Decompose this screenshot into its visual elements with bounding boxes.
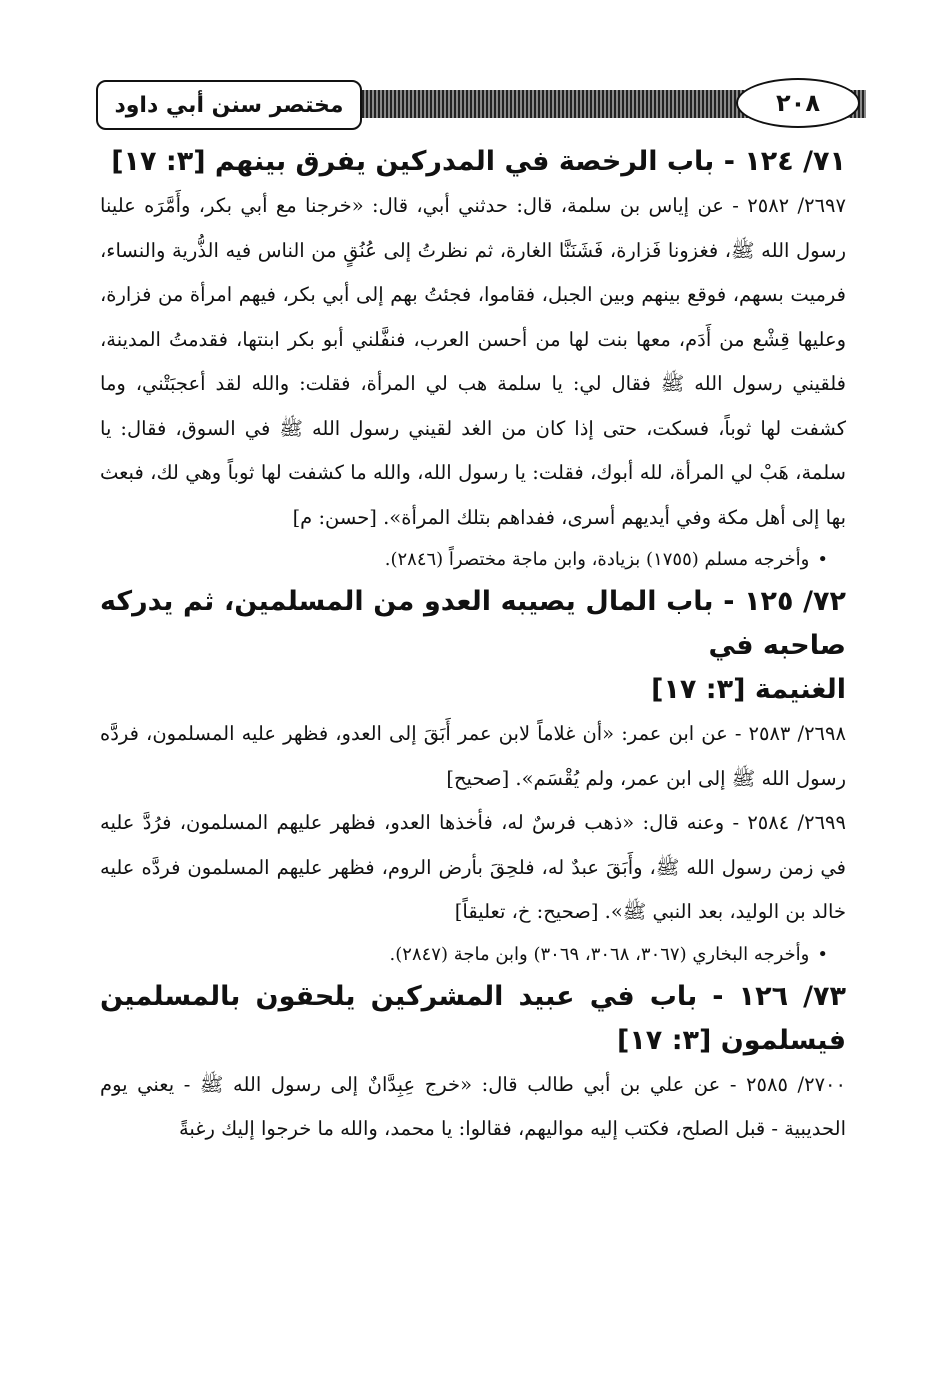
book-title: مختصر سنن أبي داود bbox=[114, 92, 344, 118]
page-number: ٢٠٨ bbox=[776, 89, 820, 117]
page-header bbox=[96, 78, 866, 132]
section-heading: ٧٣/ ١٢٦ - باب في عبيد المشركين يلحقون بالمسلمين فيسلمون [٣: ١٧] bbox=[100, 980, 847, 1056]
section-heading: ٧٢/ ١٢٥ - باب المال يصيبه العدو من المسلمين، ثم يدركه صاحبه في bbox=[100, 586, 846, 661]
hadith-paragraph: ٢٦٩٧/ ٢٥٨٢ - عن إياس بن سلمة، قال: حدثني أبي، قال: «خرجنا مع أبي بكر، وأَمَّرَه علينا رسول الله ﷺ، فغزونا فَزارة، فَشَنَنَّا الغارة، ثم نظرتُ إلى عُنُقٍ من الناس فيه الذُّرية والنساء، فرميت بسهم، فوقع بينهم وبين الجبل، فقاموا، فجئتُ بهم إلى أبي بكر، فيهم امرأة من فزارة، وعليها قِشْع من أَدَم، معها بنت لها من أحسن العرب، فنفَّلني أبو بكر ابنتها، فقدمتُ المدينة، فلقيني رسول الله ﷺ فقال لي: يا سلمة هب لي المرأة، فقلت: والله لقد أعجبَتْني، وما كشفت لها ثوباً، فسكت، حتى إذا كان من الغد لقيني رسول الله ﷺ في السوق، فقال: يا سلمة، هَبْ لي المرأة، لله أبوك، فقلت: يا رسول الله، والله ما كشفت لها ثوباً وهي لك، فبعث بها إلى أهل مكة وفي أيديهم أسرى، ففداهم بتلك المرأة». [حسن: م] bbox=[100, 194, 846, 529]
page-number-oval bbox=[736, 78, 860, 128]
takhrij-note-text: وأخرجه البخاري (٣٠٦٧، ٣٠٦٨، ٣٠٦٩) وابن ماجة (٢٨٤٧). bbox=[389, 943, 810, 965]
hadith-paragraph: ٢٦٩٨/ ٢٥٨٣ - عن ابن عمر: «أن غلاماً لابن عمر أَبَقَ إلى العدو، فظهر عليه المسلمون، فردَّه رسول الله ﷺ إلى ابن عمر، ولم يُقْسَم». [صحيح] bbox=[100, 722, 846, 790]
section-heading-continued: الغنيمة [٣: ١٧] bbox=[651, 674, 846, 705]
bullet-icon: • bbox=[817, 549, 828, 570]
page-body bbox=[100, 140, 846, 1152]
takhrij-note bbox=[100, 540, 846, 580]
hadith-paragraph: ٢٧٠٠/ ٢٥٨٥ - عن علي بن أبي طالب قال: «خرج عِبِدَّانٌ إلى رسول الله ﷺ - يعني يوم الحديبية - قبل الصلح، فكتب إليه مواليهم، فقالوا: يا محمد، والله ما خرجوا إليك رغبةً bbox=[100, 1072, 846, 1140]
book-title-box bbox=[96, 80, 362, 130]
hadith-paragraph: ٢٦٩٩/ ٢٥٨٤ - وعنه قال: «ذهب فرسٌ له، فأخذها العدو، فظهر عليهم المسلمون، فرُدَّ عليه في زمن رسول الله ﷺ، وأَبَقَ عبدٌ له، فلحِقَ بأرض الروم، فظهر عليهم المسلمون فردَّه عليه خالد بن الوليد، بعد النبي ﷺ». [صحيح: خ، تعليقاً] bbox=[100, 811, 846, 923]
takhrij-note bbox=[100, 935, 846, 975]
bullet-icon: • bbox=[817, 943, 828, 965]
takhrij-note-text: وأخرجه مسلم (١٧٥٥) بزيادة، وابن ماجة مختصراً (٢٨٤٦). bbox=[384, 549, 810, 570]
section-heading: ٧١/ ١٢٤ - باب الرخصة في المدركين يفرق بينهم [٣: ١٧] bbox=[111, 146, 846, 177]
